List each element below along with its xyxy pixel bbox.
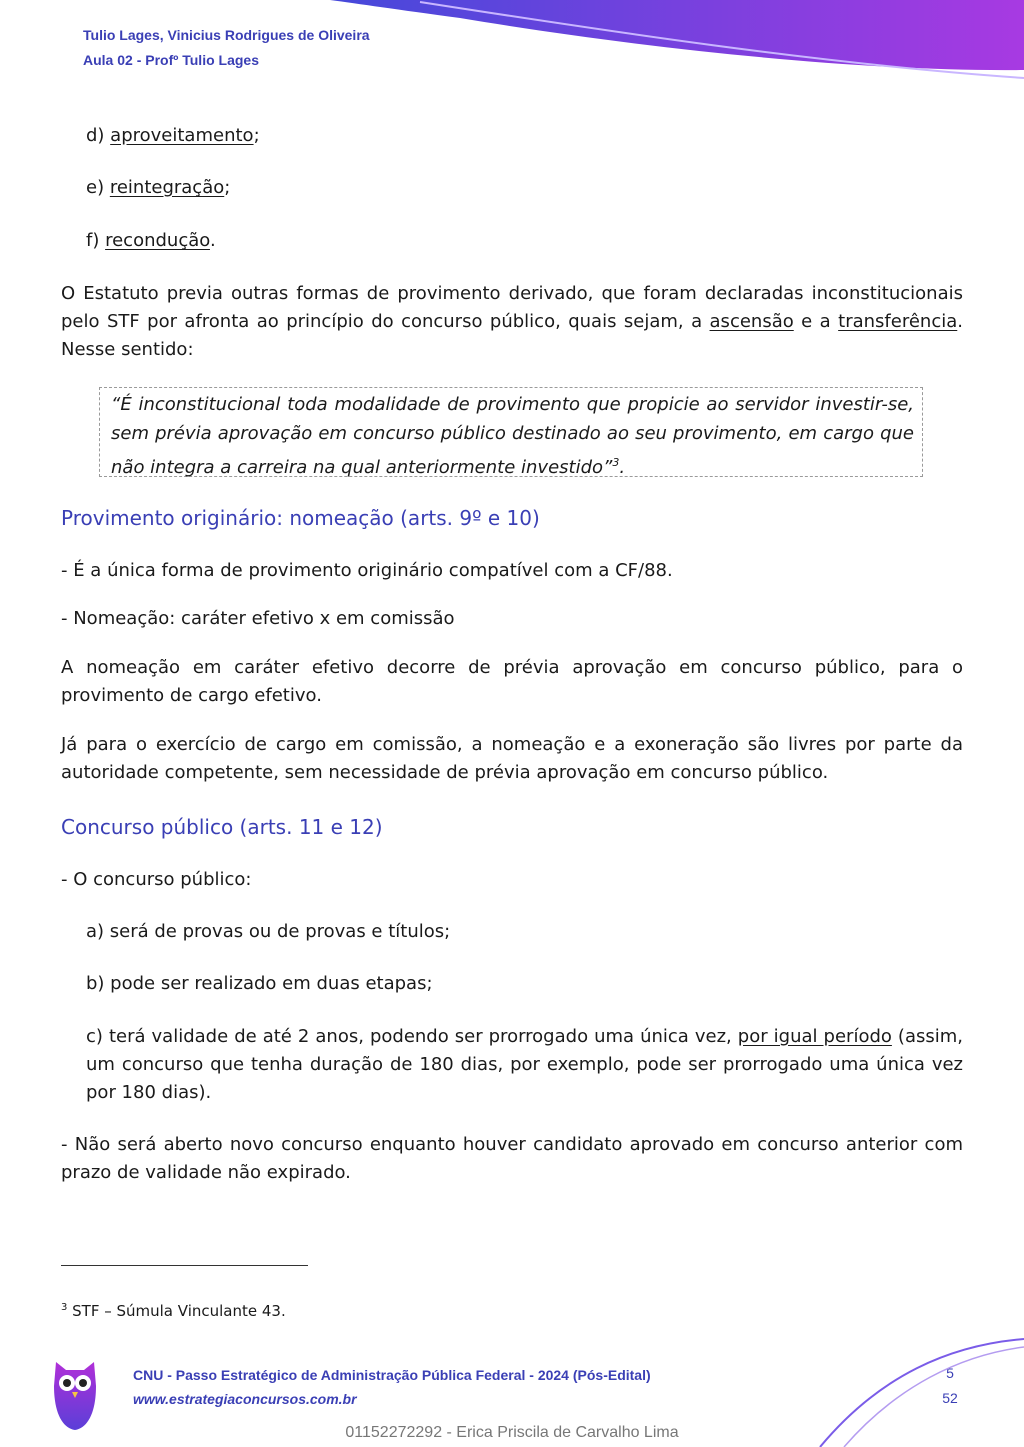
bullet-nomeacao: - Nomeação: caráter efetivo x em comissão <box>61 608 455 629</box>
page-total: 52 <box>942 1390 958 1406</box>
owl-logo-icon <box>52 1356 98 1432</box>
quote-text: “É inconstitucional toda modalidade de provimento que propicie ao servidor investir-se, sem prévia aprovação em concurso público destinado ao seu provimento, em cargo que não integra a carreira na qual anteriormente investido”$^3$. <box>111 394 914 478</box>
paragraph-nomeacao-efetivo: A nomeação em caráter efetivo decorre de prévia aprovação em concurso público, para o provimento de cargo efetivo. <box>61 657 963 706</box>
header-lesson: Aula 02 - Profº Tulio Lages <box>83 52 259 68</box>
footnote-divider <box>61 1265 308 1266</box>
paragraph-estatuto: O Estatuto previa outras formas de provimento derivado, que foram declaradas inconstitucionais pelo STF por afronta ao princípio do concurso público, quais sejam, a ascensão e a transferência. Nesse sentido: <box>61 283 963 360</box>
heading-provimento-originario: Provimento originário: nomeação (arts. 9º e 10) <box>61 506 540 530</box>
page-number: 5 <box>946 1365 954 1381</box>
list-item-e: e) reintegração; <box>86 177 231 198</box>
paragraph-cargo-comissao: Já para o exercício de cargo em comissão, a nomeação e a exoneração são livres por parte da autoridade competente, sem necessidade de prévia aprovação em concurso público. <box>61 734 963 783</box>
bullet-unica-forma: - É a única forma de provimento originário compatível com a CF/88. <box>61 560 673 581</box>
list-item-a: a) será de provas ou de provas e títulos; <box>86 921 451 942</box>
footer-website-link[interactable]: www.estrategiaconcursos.com.br <box>133 1391 357 1407</box>
list-item-f: f) recondução. <box>86 230 216 251</box>
header-authors: Tulio Lages, Vinicius Rodrigues de Oliveira <box>83 27 370 43</box>
concurso-intro: - O concurso público: <box>61 869 252 890</box>
watermark: 01152272292 - Erica Priscila de Carvalho Lima <box>345 1424 679 1441</box>
footnote-ref[interactable]: 3 <box>612 456 620 469</box>
list-item-b: b) pode ser realizado em duas etapas; <box>86 973 433 994</box>
list-item-d: d) aproveitamento; <box>86 125 260 146</box>
footnote: $^3$ STF – Súmula Vinculante 43. <box>61 1302 286 1320</box>
paragraph-novo-concurso: - Não será aberto novo concurso enquanto houver candidato aprovado em concurso anterior com prazo de validade não expirado. <box>61 1134 963 1183</box>
footer-course-title: CNU - Passo Estratégico de Administração Pública Federal - 2024 (Pós-Edital) <box>133 1367 651 1383</box>
list-item-c: c) terá validade de até 2 anos, podendo ser prorrogado uma única vez, por igual período (assim, um concurso que tenha duração de 180 dias, por exemplo, pode ser prorrogado uma única vez por 180 dias). <box>86 1026 963 1103</box>
heading-concurso-publico: Concurso público (arts. 11 e 12) <box>61 815 383 839</box>
